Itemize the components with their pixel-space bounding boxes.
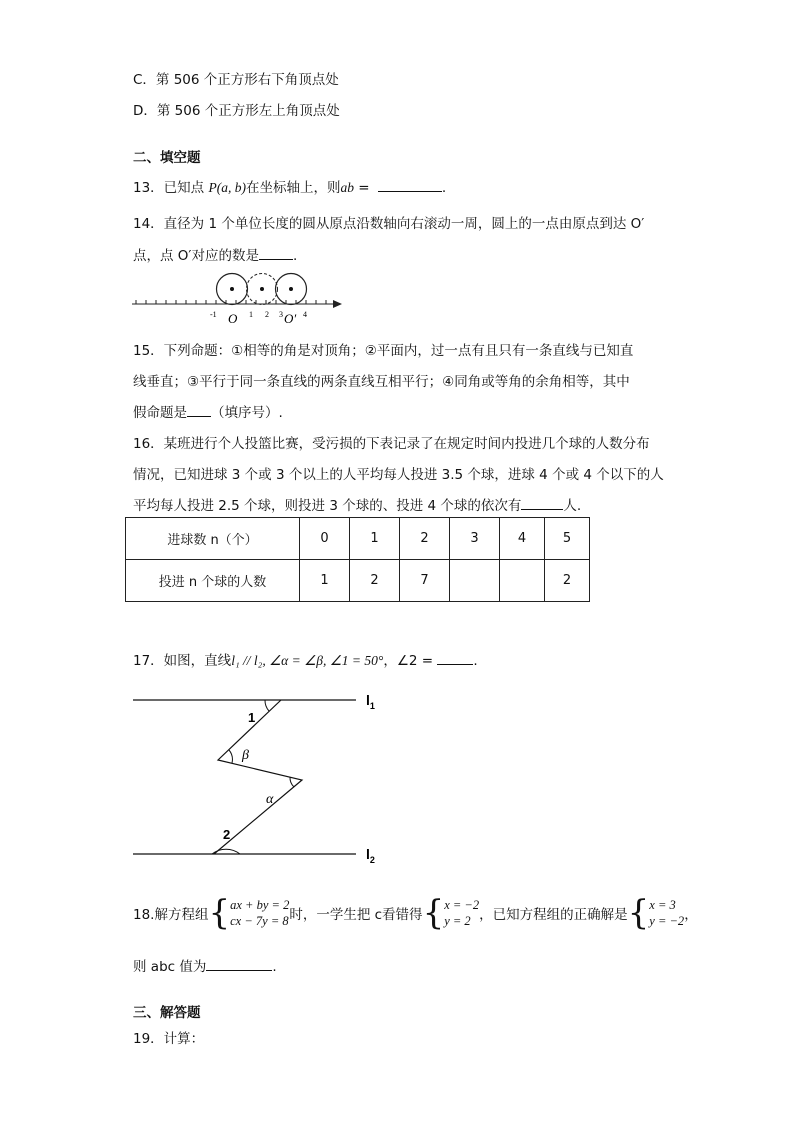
table-cell: 2 xyxy=(545,560,590,602)
q13-answer-blank[interactable] xyxy=(378,177,442,192)
center-dot-end xyxy=(289,287,293,291)
q18-text-mid2: ，已知方程组的正确解是 xyxy=(479,907,628,923)
q17-text-pre: 17．如图，直线 xyxy=(133,653,232,669)
table-row-header: 投进 n 个球的人数 xyxy=(126,560,300,602)
axis-label-origin: O xyxy=(228,311,238,326)
table-cell: 7 xyxy=(400,560,450,602)
table-cell: 0 xyxy=(300,518,350,560)
brace-icon: { xyxy=(627,893,650,933)
axis-label-4: 4 xyxy=(303,310,307,319)
angle-label-alpha: α xyxy=(266,792,274,807)
question-14-line1: 14．直径为 1 个单位长度的圆从原点沿数轴向右滚动一周，圆上的一点由原点到达 O′ xyxy=(133,216,645,232)
angle-1-arc xyxy=(265,700,269,711)
question-15-line2: 线垂直；③平行于同一条直线的两条直线互相平行；④同角或等角的余角相等，其中 xyxy=(133,374,630,390)
q18-equation-1: ax + by = 2 xyxy=(230,898,290,912)
q18-wrong-solution xyxy=(444,897,479,929)
option-d: D．第 506 个正方形左上角顶点处 xyxy=(133,103,340,119)
option-c: C．第 506 个正方形右下角顶点处 xyxy=(133,72,339,88)
q18-equation-2: cx − 7y = 8 xyxy=(230,914,289,928)
section-title-solutions: 三、解答题 xyxy=(133,1005,201,1021)
q13-equals: = xyxy=(353,180,374,196)
brace-icon: { xyxy=(208,893,231,933)
question-16-line1: 16．某班进行个人投篮比赛，受污损的下表记录了在规定时间内投进几个球的人数分布 xyxy=(133,436,650,452)
table-cell-stained xyxy=(500,560,545,602)
q18-line2-text: 则 abc 值为 xyxy=(133,959,207,975)
table-cell: 3 xyxy=(450,518,500,560)
q13-text-pre: 13．已知点 xyxy=(133,180,209,196)
angle-label-1: 1 xyxy=(248,710,256,725)
q18-system-original xyxy=(230,897,289,929)
question-15-line1: 15．下列命题：①相等的角是对顶角；②平面内，过一点有且只有一条直线与已知直 xyxy=(133,343,634,359)
q18-wrong-y: y = 2 xyxy=(444,914,471,928)
q18-answer-blank[interactable] xyxy=(206,956,272,971)
table-row xyxy=(126,560,590,602)
axis-label-2: 2 xyxy=(265,310,269,319)
center-dot-rolling xyxy=(260,287,264,291)
q16-end: 人. xyxy=(563,498,582,514)
label-l2: $l_2$ xyxy=(366,846,375,865)
table-cell-stained xyxy=(450,560,500,602)
q18-correct-x: x = 3 xyxy=(649,898,676,912)
question-18-line2 xyxy=(133,955,277,975)
q14-number-line-figure xyxy=(128,266,348,328)
table-cell: 1 xyxy=(300,560,350,602)
center-dot-start xyxy=(230,287,234,291)
q14-end: . xyxy=(292,248,298,264)
q18-text-mid1: 时，一学生把 c看错得 xyxy=(289,907,423,923)
q17-text-mid: ，∠2 = xyxy=(383,653,438,669)
table-row-header: 进球数 n（个） xyxy=(126,518,300,560)
table-cell: 2 xyxy=(350,560,400,602)
axis-label-1: 1 xyxy=(249,310,253,319)
q13-end: . xyxy=(441,180,447,196)
q18-end: ， xyxy=(684,907,698,923)
question-16-line3 xyxy=(133,494,581,514)
label-l1: $l_1$ xyxy=(366,692,375,711)
q18-wrong-x: x = −2 xyxy=(444,898,480,912)
axis-label-minus1: -1 xyxy=(210,310,217,319)
q18-correct-solution xyxy=(649,897,684,929)
q17-end: . xyxy=(473,653,478,669)
table-cell: 2 xyxy=(400,518,450,560)
table-cell: 1 xyxy=(350,518,400,560)
q13-point: P(a, b) xyxy=(208,180,246,195)
angle-label-beta: β xyxy=(242,748,249,763)
q18-line2-end: . xyxy=(272,959,277,975)
angle-beta-arc xyxy=(229,750,232,763)
question-14-line2 xyxy=(133,244,297,264)
table-row xyxy=(126,518,590,560)
q18-text-pre: 18.解方程组 xyxy=(133,907,209,923)
axis-label-3: 3 xyxy=(279,310,283,319)
question-18-line1 xyxy=(133,893,698,933)
number-line-arrow-icon xyxy=(333,300,342,308)
table-cell: 5 xyxy=(545,518,590,560)
axis-label-o-prime: O′ xyxy=(284,311,297,326)
q13-text-mid: 在坐标轴上，则 xyxy=(245,180,341,196)
angle-2-arc xyxy=(212,849,240,854)
q18-correct-y: y = −2 xyxy=(649,914,685,928)
q16-text: 平均每人投进 2.5 个球，则投进 3 个球的、投进 4 个球的依次有 xyxy=(133,498,522,514)
question-13 xyxy=(133,176,446,196)
q13-expression: ab xyxy=(340,180,354,195)
q15-end: （填序号）. xyxy=(211,405,283,421)
question-15-line3 xyxy=(133,401,283,421)
q17-condition: l₁ // l₂, ∠α = ∠β, ∠1 = 50° xyxy=(231,653,384,668)
angle-label-2: 2 xyxy=(223,827,231,842)
question-16-line2: 情况，已知进球 3 个或 3 个以上的人平均每人投进 3.5 个球，进球 4 个或 4 个以下的人 xyxy=(133,467,664,483)
section-title-fill-blank: 二、填空题 xyxy=(133,150,201,166)
table-cell: 4 xyxy=(500,518,545,560)
q16-distribution-table xyxy=(125,517,590,602)
q15-answer-blank[interactable] xyxy=(187,402,211,417)
q17-answer-blank[interactable] xyxy=(437,650,473,665)
q16-answer-blank[interactable] xyxy=(521,495,563,510)
q14-answer-blank[interactable] xyxy=(259,245,293,260)
q14-text: 点，点 O′对应的数是 xyxy=(133,248,259,264)
q17-parallel-lines-figure xyxy=(128,688,388,868)
q15-text: 假命题是 xyxy=(133,405,187,421)
question-19: 19．计算： xyxy=(133,1031,205,1047)
brace-icon: { xyxy=(422,893,445,933)
question-17 xyxy=(133,649,478,669)
